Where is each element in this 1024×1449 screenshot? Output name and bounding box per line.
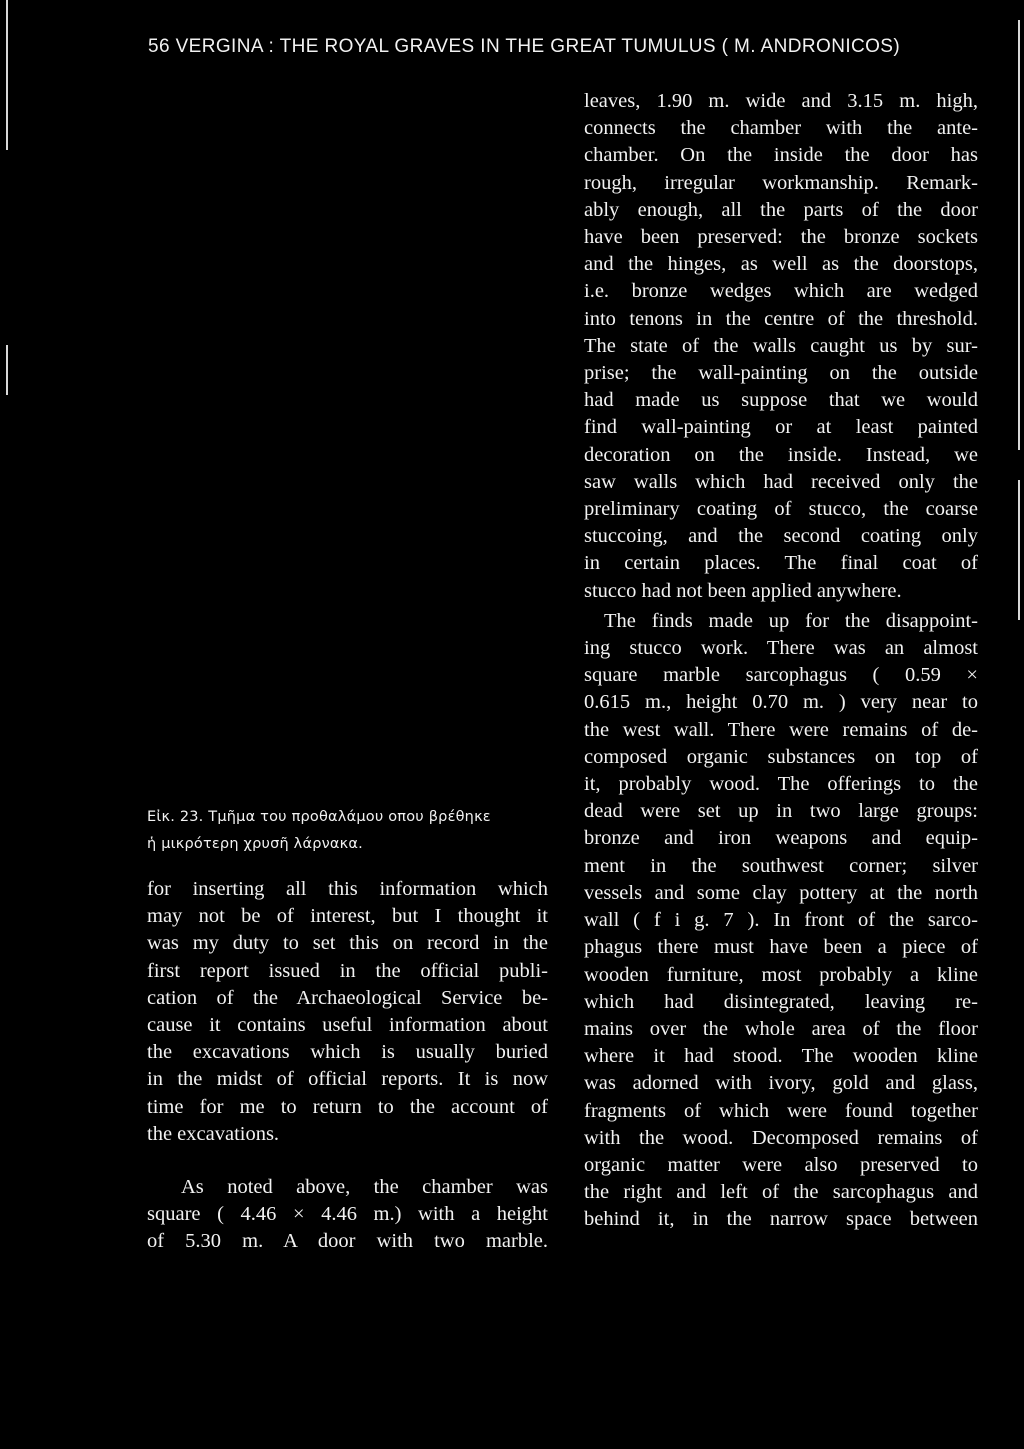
text-line: ably enough, all the parts of the door xyxy=(584,198,978,221)
text-line: which had disintegrated, leaving re- xyxy=(584,990,978,1013)
text-line: the west wall. There were remains of de- xyxy=(584,718,978,741)
text-line: with the wood. Decomposed remains of xyxy=(584,1126,978,1149)
text-line: square marble sarcophagus ( 0.59 × xyxy=(584,664,978,687)
text-line: have been preserved: the bronze sockets xyxy=(584,226,978,249)
text-line: the excavations. xyxy=(147,1122,280,1145)
text-line: fragments of which were found together xyxy=(584,1099,978,1122)
text-line: wall ( f i g. 7 ). In front of the sarco- xyxy=(584,909,978,932)
text-line: leaves, 1.90 m. wide and 3.15 m. high, xyxy=(584,90,978,112)
text-line: mains over the whole area of the floor xyxy=(584,1017,978,1040)
figure-caption xyxy=(147,804,557,858)
text-line: bronze and iron weapons and equip- xyxy=(584,827,978,850)
text-line: in certain places. The final coat of xyxy=(584,552,978,575)
left-edge-scan-line xyxy=(6,0,8,150)
right-text-column xyxy=(584,88,978,1234)
caption-line: ἡ μικρότερη χρυσῆ λάρνακα. xyxy=(147,836,363,852)
text-line: stuccoing, and the second coating only xyxy=(584,525,978,548)
text-line: chamber. On the inside the door has xyxy=(584,144,978,167)
text-line: where it had stood. The wooden kline xyxy=(584,1045,978,1068)
right-edge-scan-line xyxy=(1018,480,1020,620)
text-line: wooden furniture, most probably a kline xyxy=(584,963,978,986)
text-line: cause it contains useful information about xyxy=(147,1014,548,1037)
left-edge-scan-line xyxy=(6,345,8,395)
text-line: cation of the Archaeological Service be- xyxy=(147,986,548,1009)
text-line: the excavations which is usually buried xyxy=(147,1041,548,1064)
text-line: first report issued in the official publi- xyxy=(147,959,548,982)
text-line: ment in the southwest corner; silver xyxy=(584,854,978,877)
right-edge-scan-line xyxy=(1018,20,1020,450)
text-line: find wall-painting or at least painted xyxy=(584,416,978,439)
text-line: i.e. bronze wedges which are wedged xyxy=(584,280,978,303)
text-line: the right and left of the sarcophagus and xyxy=(584,1181,978,1204)
text-line: As noted above, the chamber was xyxy=(181,1176,548,1199)
paragraph xyxy=(147,876,548,1148)
text-line: The state of the walls caught us by sur- xyxy=(584,334,978,357)
text-line: connects the chamber with the ante- xyxy=(584,117,978,140)
paragraph xyxy=(584,88,978,605)
text-line: for inserting all this information which xyxy=(147,878,548,900)
left-text-column xyxy=(147,876,548,1256)
text-line: rough, irregular workmanship. Remark- xyxy=(584,171,978,194)
text-line: into tenons in the centre of the threshold. xyxy=(584,307,978,330)
text-line: stucco had not been applied anywhere. xyxy=(584,579,902,602)
text-line: square ( 4.46 × 4.46 m.) with a height xyxy=(147,1203,548,1226)
text-line: was adorned with ivory, gold and glass, xyxy=(584,1072,978,1095)
text-line: phagus there must have been a piece of xyxy=(584,936,978,959)
text-line: prise; the wall-painting on the outside xyxy=(584,362,978,385)
text-line: may not be of interest, but I thought it xyxy=(147,905,548,928)
text-line: 0.615 m., height 0.70 m. ) very near to xyxy=(584,691,978,714)
paragraph xyxy=(147,1174,548,1256)
text-line: organic matter were also preserved to xyxy=(584,1153,978,1176)
text-line: in the midst of official reports. It is now xyxy=(147,1068,548,1091)
paragraph xyxy=(584,608,978,1234)
text-line: behind it, in the narrow space between xyxy=(584,1208,978,1231)
text-line: dead were set up in two large groups: xyxy=(584,800,978,823)
text-line: ing stucco work. There was an almost xyxy=(584,637,978,660)
text-line: composed organic substances on top of xyxy=(584,745,978,768)
text-line: vessels and some clay pottery at the north xyxy=(584,881,978,904)
text-line: and the hinges, as well as the doorstops, xyxy=(584,253,978,276)
text-line: saw walls which had received only the xyxy=(584,470,978,493)
caption-line: Εἰκ. 23. Τμῆμα του προθαλάμου οπου βρέθηκε xyxy=(147,809,491,825)
running-header: 56 VERGINA : THE ROYAL GRAVES IN THE GREAT TUMULUS ( M. ANDRONICOS) xyxy=(148,36,901,57)
text-line: it, probably wood. The offerings to the xyxy=(584,773,978,796)
text-line: decoration on the inside. Instead, we xyxy=(584,443,978,466)
text-line: of 5.30 m. A door with two marble. xyxy=(147,1230,548,1253)
text-line: was my duty to set this on record in the xyxy=(147,932,548,955)
text-line: The finds made up for the disappoint- xyxy=(604,609,978,632)
text-line: time for me to return to the account of xyxy=(147,1095,548,1118)
text-line: preliminary coating of stucco, the coarse xyxy=(584,498,978,521)
text-line: had made us suppose that we would xyxy=(584,389,978,412)
